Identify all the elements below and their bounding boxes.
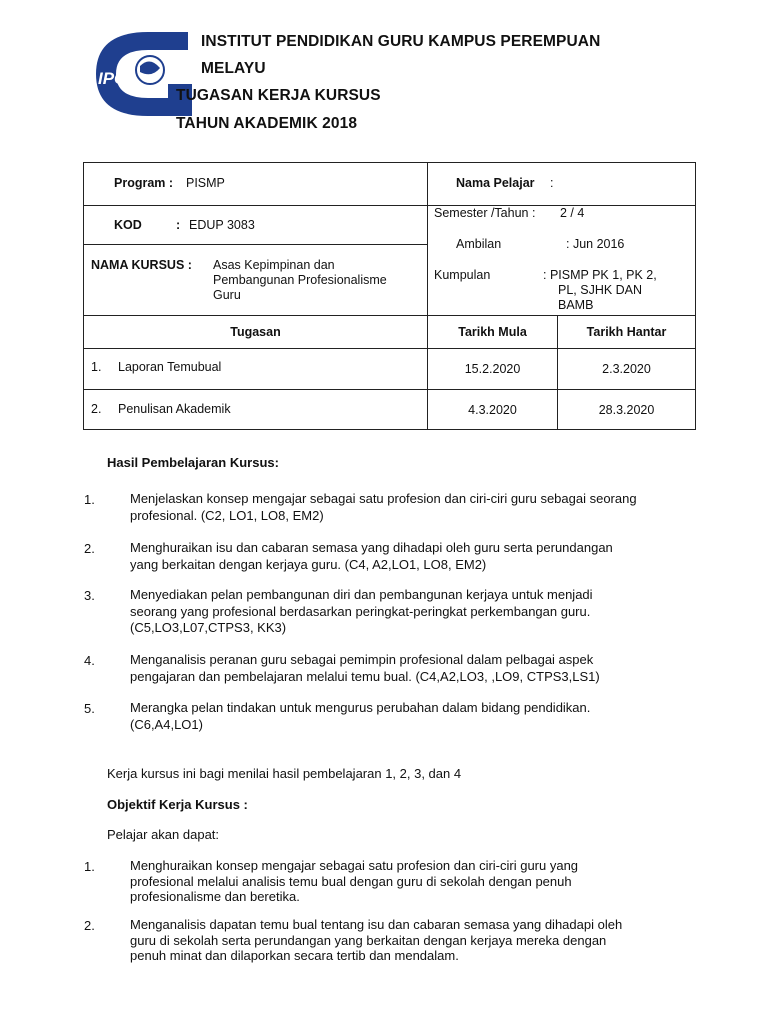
semester-cell (428, 206, 696, 316)
outcome-number: 3. (84, 588, 95, 603)
course-name-cell (84, 245, 428, 316)
course-name-value-1: Asas Kepimpinan dan (213, 258, 335, 272)
kod-label: KOD (114, 218, 142, 232)
outcome-line: Menjelaskan konsep mengajar sebagai satu profesion dan ciri-ciri guru sebagai seorang (130, 491, 637, 506)
outcome-item (130, 587, 710, 637)
assessment-note: Kerja kursus ini bagi menilai hasil pembelajaran 1, 2, 3, dan 4 (107, 766, 462, 781)
institute-name-line1: INSTITUT PENDIDIKAN GURU KAMPUS PEREMPUAN (201, 33, 601, 50)
outcome-line: yang berkaitan dengan kerjaya guru. (C4, A2,LO1, LO8, EM2) (130, 556, 487, 572)
academic-year: TAHUN AKADEMIK 2018 (176, 115, 358, 132)
objective-item (130, 917, 684, 964)
kod-colon: : (176, 218, 181, 232)
outcomes-heading: Hasil Pembelajaran Kursus: (107, 455, 279, 470)
student-name-cell (428, 163, 696, 206)
task-start-date: 15.2.2020 (428, 349, 558, 390)
outcome-line: Menyediakan pelan pembangunan diri dan pembangunan kerjaya untuk menjadi (130, 587, 593, 602)
tarikh-mula-header: Tarikh Mula (428, 316, 558, 349)
task-start-date: 4.3.2020 (428, 390, 558, 430)
outcome-number: 4. (84, 653, 95, 668)
course-info-table (83, 162, 696, 430)
kumpulan-value-2: PL, SJHK DAN (558, 283, 643, 297)
task-name: Laporan Temubual (118, 360, 222, 374)
outcome-item (130, 491, 710, 524)
objective-line: guru di sekolah serta perundangan yang berkaitan dengan kerjaya mereka dengan (130, 932, 607, 948)
objective-line: penuh minat dan dilaporkan secara tertib dan mendalam. (130, 948, 459, 963)
semester-value: 2 / 4 (560, 206, 585, 220)
outcome-number: 1. (84, 492, 95, 507)
task-name-cell (84, 349, 428, 390)
objective-item (130, 858, 684, 905)
outcome-line: Menghuraikan isu dan cabaran semasa yang dihadapi oleh guru serta perundangan (130, 540, 613, 555)
outcome-item (130, 652, 710, 685)
objective-line: profesional melalui analisis temu bual dengan guru di sekolah dengan penuh (130, 873, 572, 889)
kumpulan-value-1: : PISMP PK 1, PK 2, (543, 268, 657, 282)
task-name: Penulisan Akademik (118, 402, 231, 416)
outcome-line: (C5,LO3,L07,CTPS3, KK3) (130, 620, 287, 635)
outcome-line: seorang yang profesional berdasarkan peringkat-peringkat perkembangan guru. (130, 603, 591, 619)
objective-number: 1. (84, 859, 95, 874)
course-name-value-2: Pembangunan Profesionalisme (213, 273, 387, 287)
objectives-intro: Pelajar akan dapat: (107, 827, 220, 842)
course-name-value-3: Guru (213, 288, 241, 302)
objective-number: 2. (84, 918, 95, 933)
outcome-number: 2. (84, 541, 95, 556)
ipg-logo (88, 26, 194, 122)
kod-value: EDUP 3083 (189, 218, 255, 232)
task-number: 1. (91, 360, 102, 374)
kumpulan-value-3: BAMB (558, 298, 594, 312)
task-due-date: 2.3.2020 (558, 349, 696, 390)
task-number: 2. (91, 402, 102, 416)
tarikh-hantar-header: Tarikh Hantar (558, 316, 696, 349)
ambilan-value: : Jun 2016 (566, 237, 625, 251)
student-name-colon: : (550, 176, 554, 190)
program-cell (84, 163, 428, 206)
kumpulan-label: Kumpulan (434, 268, 491, 282)
institute-name-line2: MELAYU (201, 60, 266, 77)
objective-line: Menganalisis dapatan temu bual tentang isu dan cabaran semasa yang dihadapi oleh (130, 917, 623, 932)
document-title: TUGASAN KERJA KURSUS (176, 87, 381, 104)
outcome-line: pengajaran dan pembelajaran melalui temu bual. (C4,A2,LO3, ,LO9, CTPS3,LS1) (130, 668, 600, 684)
ambilan-label: Ambilan (456, 237, 502, 251)
table-row (84, 349, 696, 390)
logo-text: IPG (98, 69, 128, 88)
outcome-line: Merangka pelan tindakan untuk mengurus perubahan dalam bidang pendidikan. (130, 700, 591, 715)
semester-label: Semester /Tahun : (434, 206, 536, 220)
task-due-date: 28.3.2020 (558, 390, 696, 430)
objectives-heading: Objektif Kerja Kursus : (107, 797, 248, 812)
kod-cell (84, 206, 428, 245)
outcome-item (130, 700, 710, 733)
table-row (84, 390, 696, 430)
outcome-line: Menganalisis peranan guru sebagai pemimpin profesional dalam pelbagai aspek (130, 652, 594, 667)
objective-line: profesionalisme dan beretika. (130, 889, 300, 904)
outcome-line: (C6,A4,LO1) (130, 716, 203, 732)
outcome-item (130, 540, 710, 573)
program-label: Program : (114, 176, 174, 190)
outcome-number: 5. (84, 701, 95, 716)
course-name-label: NAMA KURSUS : (91, 258, 192, 272)
student-name-label: Nama Pelajar (456, 176, 535, 190)
program-value: PISMP (186, 176, 225, 190)
outcome-line: profesional. (C2, LO1, LO8, EM2) (130, 507, 324, 523)
tugasan-header: Tugasan (84, 316, 428, 349)
task-name-cell (84, 390, 428, 430)
objective-line: Menghuraikan konsep mengajar sebagai satu profesion dan ciri-ciri guru yang (130, 858, 579, 873)
